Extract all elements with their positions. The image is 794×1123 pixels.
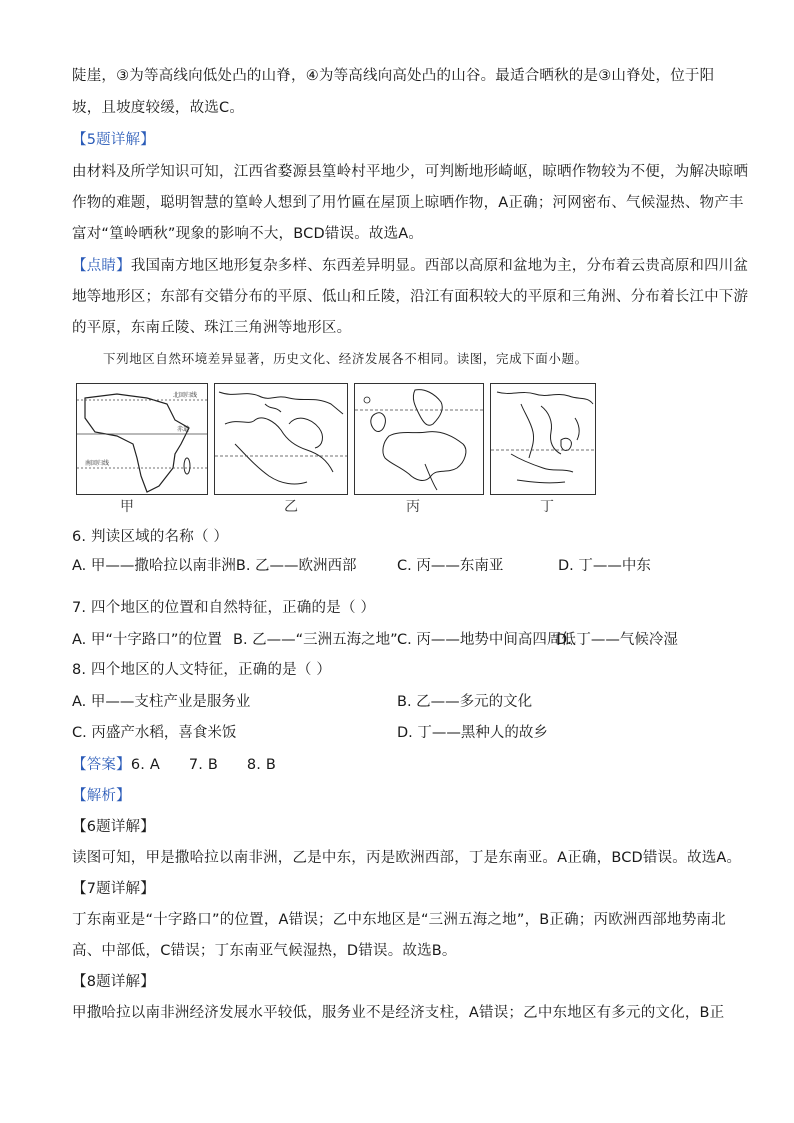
map-southeast-asia — [490, 383, 596, 495]
map-label-jia: 甲 — [120, 499, 134, 515]
q6-option-c: C. 丙——东南亚 — [397, 558, 504, 574]
map-label-yi: 乙 — [284, 499, 298, 515]
analysis-heading: 【解析】 — [72, 788, 131, 804]
answer-text: 6. A 7. B 8. B — [130, 757, 277, 773]
q8-option-d: D. 丁——黑种人的故乡 — [397, 725, 548, 741]
section-heading: 【6题详解】 — [72, 819, 155, 835]
q7-option-c: C. 丙——地势中间高四周低 — [397, 632, 576, 648]
region-maps — [76, 383, 704, 495]
paragraph-line: 丁东南亚是“十字路口”的位置，A错误；乙中东地区是“三洲五海之地”，B正确；丙欧洲西部地势南北 — [72, 912, 726, 928]
middle-east-outline-image — [215, 384, 347, 494]
tip-line — [72, 256, 748, 276]
paragraph-line: 作物的难题，聪明智慧的篁岭人想到了用竹匾在屋顶上晾晒作物，A正确；河网密布、气候湿热、物产丰 — [72, 195, 744, 211]
southeast-asia-outline-image — [491, 384, 595, 494]
tip-text: 我国南方地区地形复杂多样、东西差异明显。西部以高原和盆地为主，分布着云贵高原和四川盆 — [130, 258, 749, 274]
section-heading: 【8题详解】 — [72, 974, 155, 990]
map-middle-east — [214, 383, 348, 495]
paragraph-line: 高、中部低，C错误；丁东南亚气候湿热，D错误。故选B。 — [72, 943, 457, 959]
q8-option-c: C. 丙盛产水稻，喜食米饭 — [72, 725, 237, 741]
paragraph-line: 由材料及所学知识可知，江西省婺源县篁岭村平地少，可判断地形崎岖，晾晒作物较为不便，为解决晾晒 — [72, 164, 749, 180]
question-8-stem: 8. 四个地区的人文特征，正确的是（ ） — [72, 662, 332, 678]
tropic-cancer-label: 北回归线 — [173, 392, 198, 399]
paragraph-line: 读图可知，甲是撒哈拉以南非洲，乙是中东，丙是欧洲西部，丁是东南亚。A正确，BCD错误。故选A。 — [72, 850, 742, 866]
section-heading: 【5题详解】 — [72, 132, 155, 148]
question-7-stem: 7. 四个地区的位置和自然特征，正确的是（ ） — [72, 600, 376, 616]
map-label-ding: 丁 — [540, 499, 554, 515]
paragraph-line: 陡崖，③为等高线向低处凸的山脊，④为等高线向高处凸的山谷。最适合晒秋的是③山脊处，位于阳 — [72, 68, 715, 84]
equator-label: 赤道 — [177, 426, 190, 433]
paragraph-line: 富对“篁岭晒秋”现象的影响不大，BCD错误。故选A。 — [72, 226, 424, 242]
q6-option-d: D. 丁——中东 — [558, 558, 651, 574]
answer-heading: 【答案】 — [72, 757, 131, 773]
q7-option-d: D. 丁——气候冷湿 — [556, 632, 678, 648]
map-western-europe — [354, 383, 484, 495]
question-6-stem: 6. 判读区域的名称（ ） — [72, 529, 229, 545]
map-label-bing: 丙 — [406, 499, 420, 515]
q7-option-b: B. 乙——“三洲五海之地” — [233, 632, 398, 648]
question-intro: 下列地区自然环境差异显著，历史文化、经济发展各不相同。读图，完成下面小题。 — [103, 351, 588, 366]
tropic-capricorn-label: 南回归线 — [85, 460, 110, 467]
answer-line — [72, 755, 276, 775]
paragraph-line: 地等地形区；东部有交错分布的平原、低山和丘陵，沿江有面积较大的平原和三角洲、分布着长江中下游 — [72, 289, 749, 305]
q8-option-b: B. 乙——多元的文化 — [397, 694, 533, 710]
q6-option-ab: A. 甲——撒哈拉以南非洲B. 乙——欧洲西部 — [72, 558, 357, 574]
europe-outline-image — [355, 384, 483, 494]
paragraph-line: 的平原，东南丘陵、珠江三角洲等地形区。 — [72, 320, 352, 336]
tip-heading: 【点睛】 — [72, 258, 131, 274]
q7-option-a: A. 甲“十字路口”的位置 — [72, 632, 222, 648]
paragraph-line: 甲撒哈拉以南非洲经济发展水平较低，服务业不是经济支柱，A错误；乙中东地区有多元的文化，B正 — [72, 1005, 725, 1021]
map-africa — [76, 383, 208, 495]
section-heading: 【7题详解】 — [72, 881, 155, 897]
q8-option-a: A. 甲——支柱产业是服务业 — [72, 694, 251, 710]
paragraph-line: 坡，且坡度较缓，故选C。 — [72, 100, 245, 116]
africa-outline-image — [77, 384, 207, 494]
